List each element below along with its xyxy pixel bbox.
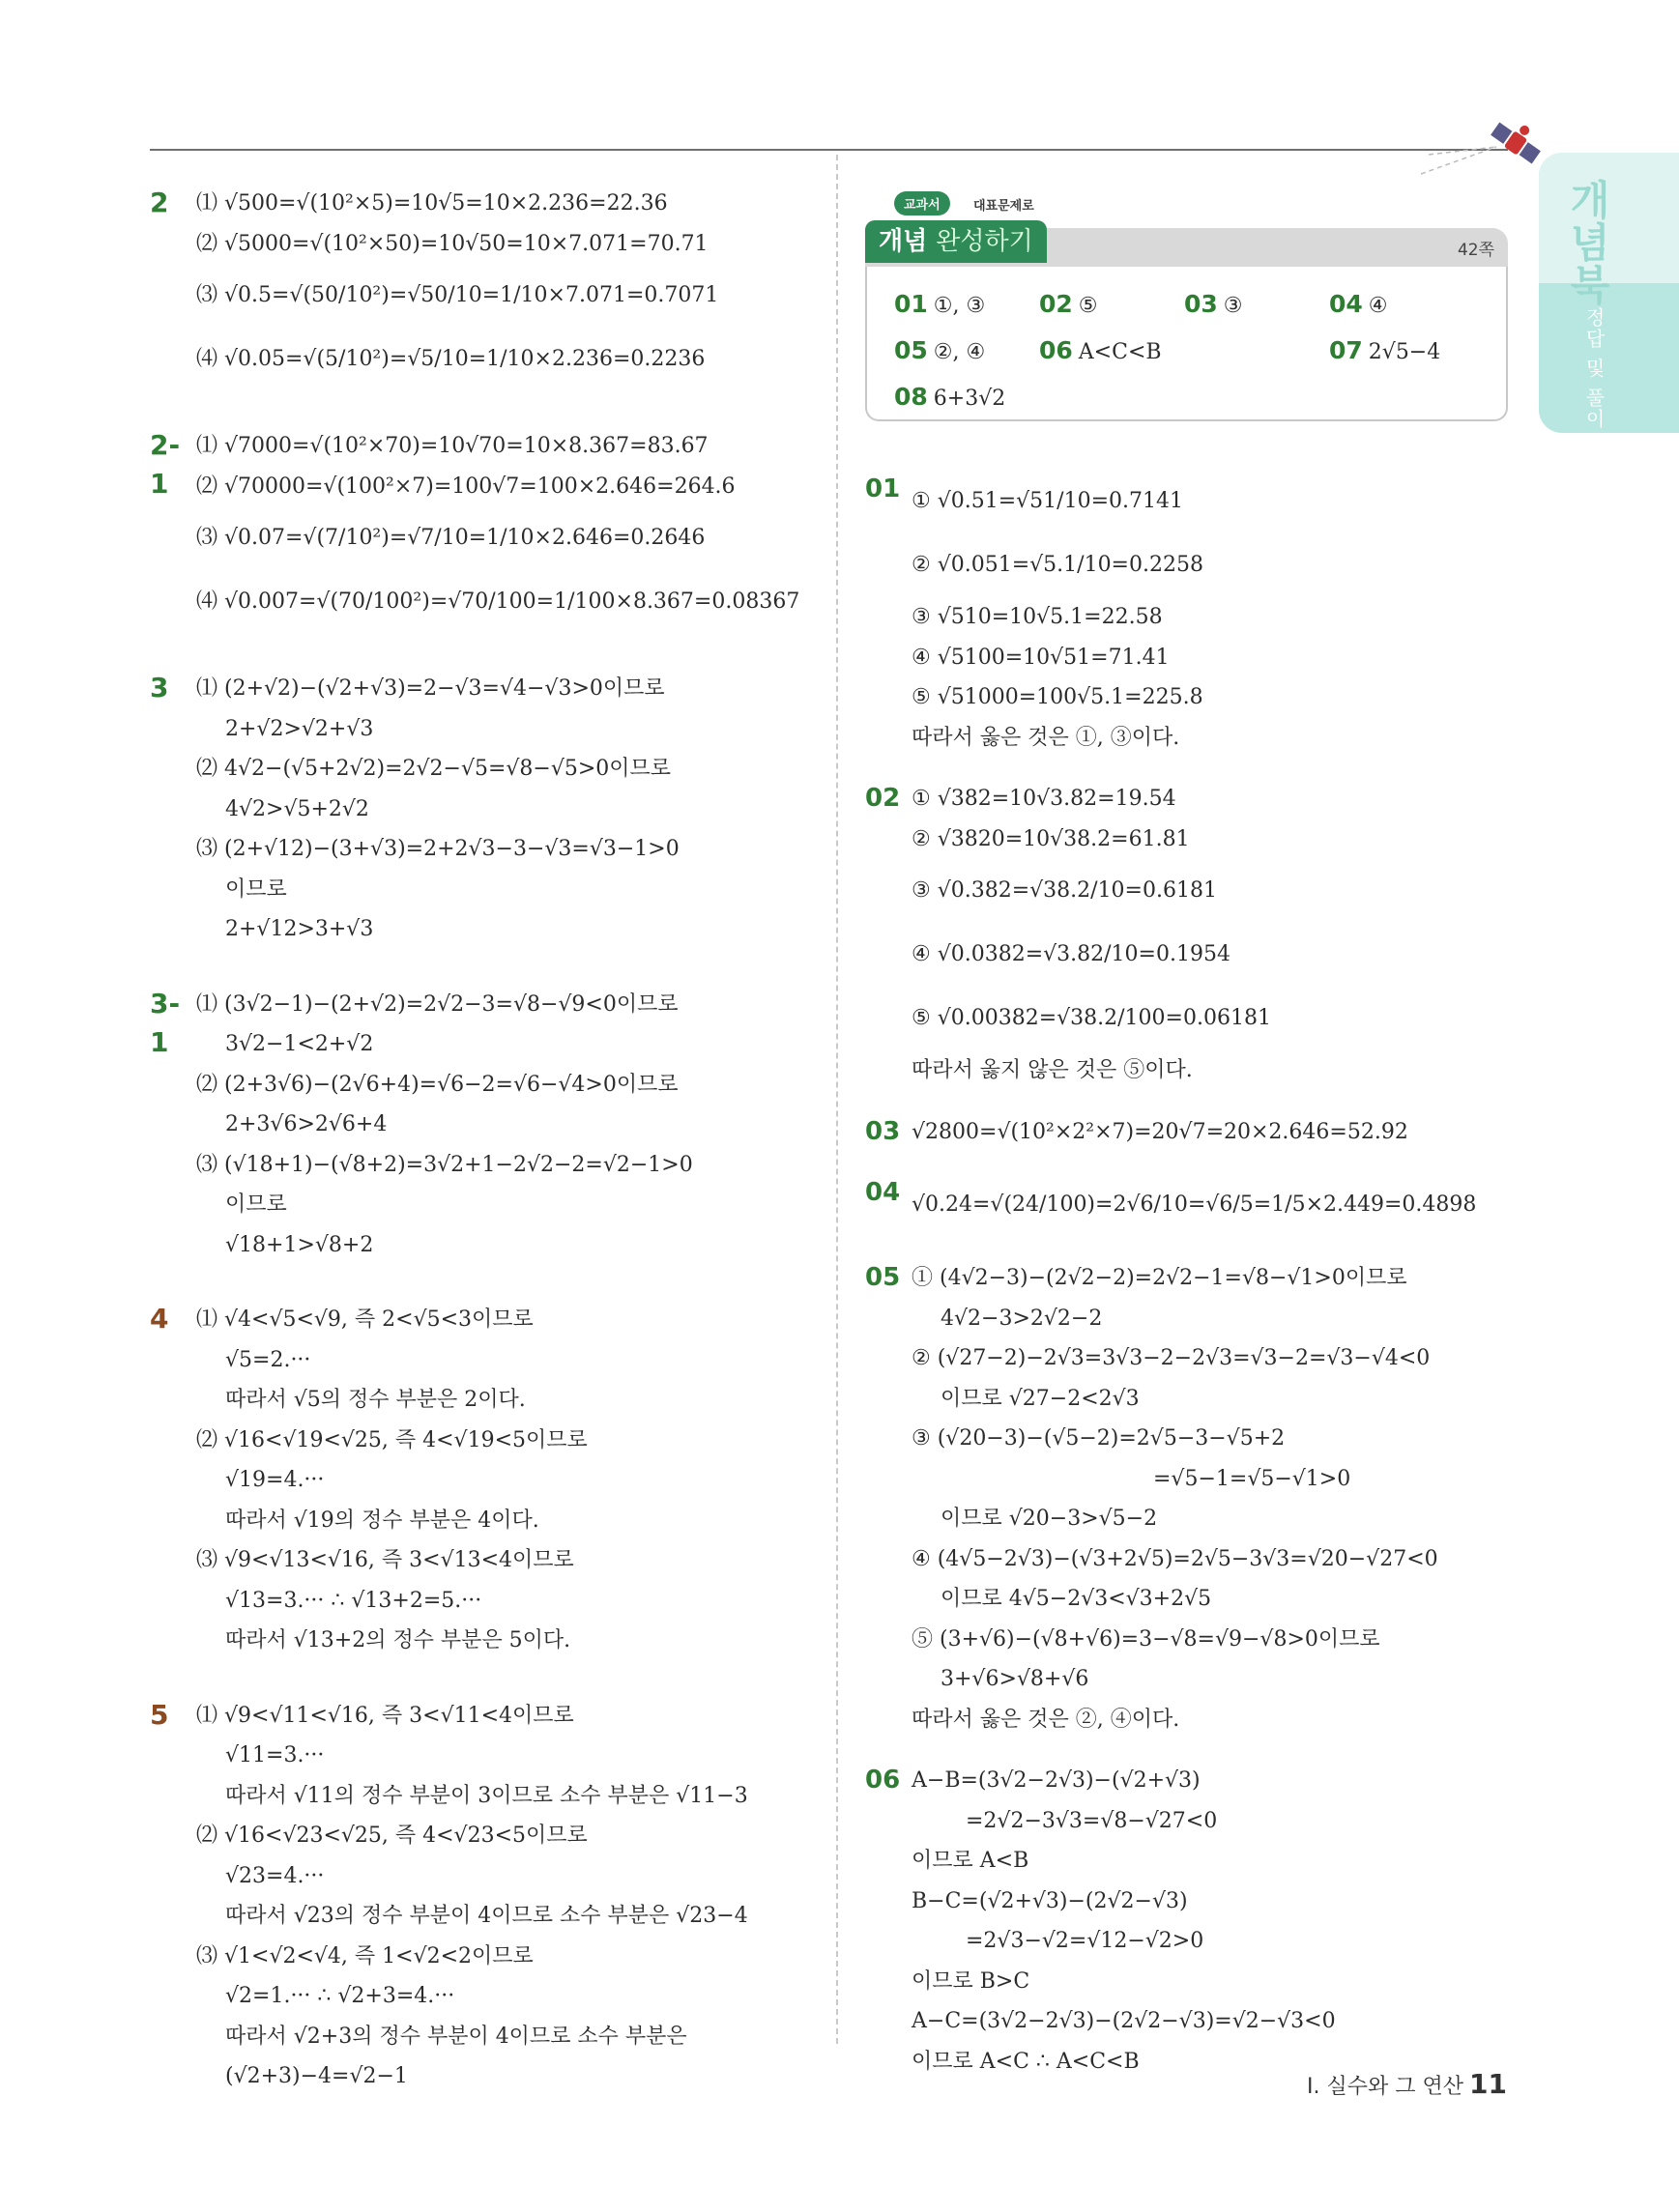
answer-number: 04 [1329, 290, 1363, 318]
solution-line: ⑶ √0.5=√(50/10²)=√50/10=1/10×7.071=0.7071 [196, 283, 719, 307]
solution-line: ⑷ √0.007=√(70/100²)=√70/100=1/100×8.367=0.08367 [196, 589, 800, 614]
solution-line: ③ √0.382=√38.2/10=0.6181 [912, 878, 1217, 903]
answer-item [1329, 330, 1474, 373]
solution-line: 3+√6>√8+√6 [941, 1667, 1089, 1691]
solution-number: 05 [865, 1263, 901, 1292]
solution-line: ⑶ (2+√12)−(3+√3)=2+2√3−3−√3=√3−1>0 [196, 837, 680, 861]
page-footer [1307, 2068, 1507, 2100]
solution-line: 따라서 √2+3의 정수 부분이 4이므로 소수 부분은 [225, 2024, 687, 2049]
solution-line: 이므로 √20−3>√5−2 [941, 1507, 1158, 1531]
solution-line: √13=3.··· ∴ √13+2=5.··· [225, 1588, 482, 1613]
solution-line: ⑤ √0.00382=√38.2/100=0.06181 [912, 1006, 1271, 1030]
solution [865, 1761, 1508, 2082]
solution-number: 03 [865, 1116, 901, 1146]
answer-item [894, 377, 1039, 419]
solution-line: ⑵ √70000=√(100²×7)=100√7=100×2.646=264.6 [196, 474, 736, 499]
solution-line: B−C=(√2+√3)−(2√2−√3) [912, 1888, 1188, 1913]
answer-value: A<C<B [1078, 340, 1162, 364]
solution-line: 따라서 옳은 것은 ②, ④이다. [912, 1707, 1180, 1732]
solution-line: 이므로 A<C ∴ A<C<B [912, 2049, 1140, 2074]
solution-line: √18+1>√8+2 [225, 1232, 374, 1257]
solution-number: 06 [865, 1766, 901, 1795]
solution [865, 1258, 1508, 1739]
satellite-icon [1421, 114, 1547, 191]
answer-number: 06 [1039, 336, 1073, 364]
solution-line: √5=2.··· [225, 1347, 311, 1372]
solution-line: √19=4.··· [225, 1468, 325, 1492]
answer-number: 03 [1184, 290, 1218, 318]
answer-number: 08 [894, 383, 928, 411]
solution-line: 4√2−3>2√2−2 [941, 1306, 1103, 1331]
solution-line: ⑶ √9<√13<√16, 즉 3<√13<4이므로 [196, 1548, 574, 1572]
answer-value: 6+3√2 [933, 387, 1006, 411]
answer-value: ④ [1368, 294, 1388, 318]
solution-line: ④ √5100=10√51=71.41 [912, 645, 1170, 670]
right-solutions [865, 470, 1508, 2103]
answer-grid [894, 284, 1489, 419]
solution-line: ⑶ √0.07=√(7/10²)=√7/10=1/10×2.646=0.2646 [196, 526, 706, 550]
solution-line: √0.24=√(24/100)=2√6/10=√6/5=1/5×2.449=0.4898 [912, 1192, 1477, 1217]
solution-line: (√2+3)−4=√2−1 [225, 2064, 408, 2088]
solution-line: ④ (4√5−2√3)−(√3+2√5)=2√5−3√3=√20−√27<0 [912, 1546, 1438, 1571]
solution-line: 이므로 A<B [912, 1849, 1029, 1873]
problem [150, 184, 826, 391]
solution-line: 따라서 √5의 정수 부분은 2이다. [225, 1388, 526, 1412]
solution-line: ⑵ √16<√23<√25, 즉 4<√23<5이므로 [196, 1824, 588, 1848]
footer-section: Ⅰ. 실수와 그 연산 [1307, 2075, 1464, 2099]
answer-value: 2√5−4 [1368, 340, 1441, 364]
solution-line: 따라서 √23의 정수 부분이 4이므로 소수 부분은 √23−4 [225, 1904, 748, 1928]
solution-line: 이므로 √27−2<2√3 [941, 1386, 1140, 1411]
answer-number: 02 [1039, 290, 1073, 318]
solution-line: 따라서 √11의 정수 부분이 3이므로 소수 부분은 √11−3 [225, 1783, 748, 1808]
page-reference: 42쪽 [1457, 241, 1494, 260]
solution-line: ② √0.051=√5.1/10=0.2258 [912, 553, 1203, 577]
solution-line: 3√2−1<2+√2 [225, 1032, 374, 1056]
problem-number: 2-1 [150, 429, 181, 500]
solution-line: 이므로 4√5−2√3<√3+2√5 [941, 1587, 1212, 1611]
solution-line: ⑤ √51000=100√5.1=225.8 [912, 685, 1203, 709]
solution-line: 2+√12>3+√3 [225, 917, 374, 941]
textbook-badge: 교과서 [894, 191, 950, 215]
problem [150, 669, 826, 950]
solution-line: 4√2>√5+2√2 [225, 796, 369, 821]
solution-line: ⑵ 4√2−(√5+2√2)=2√2−√5=√8−√5>0이므로 [196, 757, 672, 781]
solution-number: 02 [865, 784, 901, 813]
solution-line: ⑴ √4<√5<√9, 즉 2<√5<3이므로 [196, 1307, 534, 1332]
answer-number: 07 [1329, 336, 1363, 364]
concept-review-box [865, 191, 1508, 421]
solution-line: ⑶ (√18+1)−(√8+2)=3√2+1−2√2−2=√2−1>0 [196, 1152, 693, 1177]
solution [865, 1112, 1508, 1153]
answer-value: ①, ③ [933, 294, 986, 318]
solution-line: 따라서 옳은 것은 ①, ③이다. [912, 725, 1180, 750]
solution [865, 1173, 1508, 1237]
problem-number: 2 [150, 187, 169, 218]
solution-line: ② √3820=10√38.2=61.81 [912, 826, 1190, 851]
column-divider [836, 155, 838, 2044]
solution-line: A−C=(3√2−2√3)−(2√2−√3)=√2−√3<0 [912, 2009, 1336, 2033]
solution-line: =2√2−3√3=√8−√27<0 [966, 1808, 1218, 1833]
answer-item [1039, 284, 1184, 327]
left-problems [150, 184, 826, 2132]
answer-item [1184, 284, 1329, 327]
solution-number: 04 [865, 1178, 901, 1207]
problem [150, 426, 826, 634]
solution-line: =√5−1=√5−√1>0 [1153, 1466, 1351, 1491]
solution [865, 470, 1508, 758]
answer-item [1329, 284, 1474, 327]
answer-item [894, 284, 1039, 327]
solution-number: 01 [865, 474, 901, 503]
answer-value: ⑤ [1078, 294, 1098, 318]
problem [150, 1300, 826, 1661]
solution-line: ⑵ √5000=√(10²×50)=10√50=10×7.071=70.71 [196, 231, 709, 256]
solution-line: ⑴ √9<√11<√16, 즉 3<√11<4이므로 [196, 1703, 574, 1728]
solution-line: 이므로 B>C [912, 1968, 1030, 1994]
solution-line: √11=3.··· [225, 1743, 325, 1767]
solution-line: ⑤ (3+√6)−(√8+√6)=3−√8=√9−√8>0이므로 [912, 1626, 1380, 1652]
solution-line: ⑵ (2+3√6)−(2√6+4)=√6−2=√6−√4>0이므로 [196, 1072, 679, 1097]
solution-line: ① √382=10√3.82=19.54 [912, 787, 1176, 811]
section-title-b: 완성하기 [936, 227, 1033, 256]
solution-line: ⑴ (3√2−1)−(2+√2)=2√2−3=√8−√9<0이므로 [196, 991, 679, 1017]
answer-item [894, 330, 1039, 373]
solution-line: 이므로 [225, 1192, 287, 1217]
problem-number: 3 [150, 672, 169, 704]
solution-line: ⑶ √1<√2<√4, 즉 1<√2<2이므로 [196, 1943, 534, 1968]
solution-line: A−B=(3√2−2√3)−(√2+√3) [912, 1768, 1201, 1793]
solution-line: 따라서 √13+2의 정수 부분은 5이다. [225, 1628, 571, 1652]
problem-number: 5 [150, 1698, 169, 1731]
solution-line: 2+3√6>2√6+4 [225, 1112, 388, 1136]
solution-line: ⑷ √0.05=√(5/10²)=√5/10=1/10×2.236=0.2236 [196, 347, 706, 371]
top-rule [150, 149, 1508, 151]
solution-line: ③ (√20−3)−(√5−2)=2√5−3−√5+2 [912, 1426, 1286, 1451]
answer-item [1039, 330, 1184, 373]
solution [865, 779, 1508, 1091]
page-number: 11 [1469, 2068, 1507, 2100]
solution-line: 2+√2>√2+√3 [225, 716, 374, 741]
section-title [865, 220, 1047, 263]
answer-value: ③ [1223, 294, 1243, 318]
solution-line: ② (√27−2)−2√3=3√3−2−2√3=√3−2=√3−√4<0 [912, 1346, 1431, 1370]
solution-line: √2=1.··· ∴ √2+3=4.··· [225, 1984, 455, 2008]
problem-number: 3-1 [150, 987, 181, 1058]
solution-line: ⑴ (2+√2)−(√2+√3)=2−√3=√4−√3>0이므로 [196, 676, 665, 701]
problem-number: 4 [150, 1303, 169, 1335]
representative-badge: 대표문제로 [973, 199, 1034, 214]
solution-line: 이므로 [225, 876, 287, 902]
problem [150, 985, 826, 1266]
section-title-a: 개념 [879, 227, 928, 256]
solution-line: √2800=√(10²×2²×7)=20√7=20×2.646=52.92 [912, 1119, 1408, 1144]
solution-line: ⑴ √500=√(10²×5)=10√5=10×2.236=22.36 [196, 191, 668, 215]
side-tab-label: 개념북 [1564, 179, 1611, 306]
solution-line: ⑵ √16<√19<√25, 즉 4<√19<5이므로 [196, 1427, 588, 1452]
solution-line: √23=4.··· [225, 1863, 325, 1888]
answer-value: ②, ④ [933, 340, 986, 364]
side-tab-sub-label: 정답 및 풀이 [1582, 307, 1606, 430]
solution-line: ① √0.51=√51/10=0.7141 [912, 489, 1183, 513]
solution-line: ① (4√2−3)−(2√2−2)=2√2−1=√8−√1>0이므로 [912, 1266, 1407, 1290]
answer-number: 01 [894, 290, 928, 318]
problem [150, 1696, 826, 2097]
solution-line: ⑴ √7000=√(10²×70)=10√70=10×8.367=83.67 [196, 434, 709, 458]
answer-number: 05 [894, 336, 928, 364]
solution-line: ③ √510=10√5.1=22.58 [912, 605, 1163, 629]
solution-line: ④ √0.0382=√3.82/10=0.1954 [912, 942, 1230, 966]
solution-line: 따라서 √19의 정수 부분은 4이다. [225, 1508, 539, 1533]
solution-line: =2√3−√2=√12−√2>0 [966, 1929, 1204, 1953]
solution-line: 따라서 옳지 않은 것은 ⑤이다. [912, 1058, 1193, 1082]
